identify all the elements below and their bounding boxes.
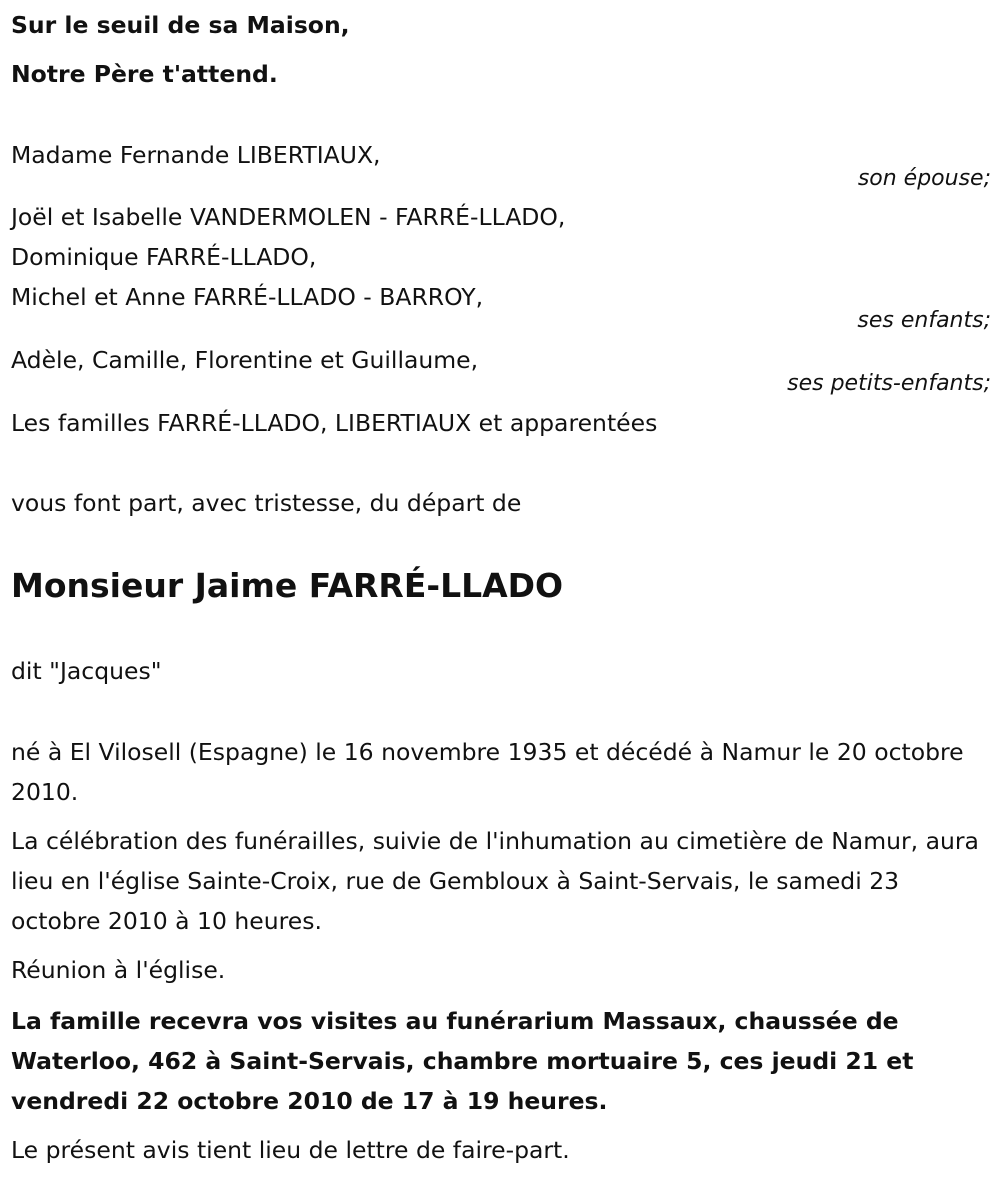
child-1: Joël et Isabelle VANDERMOLEN - FARRÉ-LLADO, bbox=[11, 203, 566, 231]
epigraph-line-1: Sur le seuil de sa Maison, bbox=[11, 11, 350, 39]
grandchildren-names: Adèle, Camille, Florentine et Guillaume, bbox=[11, 346, 479, 374]
children-role: ses enfants; bbox=[857, 308, 991, 333]
spouse-role: son épouse; bbox=[857, 166, 991, 191]
announcement-text: vous font part, avec tristesse, du départ de bbox=[11, 489, 522, 517]
child-3: Michel et Anne FARRÉ-LLADO - BARROY, bbox=[11, 283, 484, 311]
closing-note: Le présent avis tient lieu de lettre de faire-part. bbox=[11, 1136, 570, 1164]
birth-death-dates: né à El Vilosell (Espagne) le 16 novembre 1935 et décédé à Namur le 20 octobre 2010. bbox=[11, 738, 964, 806]
visitation-details: La famille recevra vos visites au funérarium Massaux, chaussée de Waterloo, 462 à Saint-Servais, chambre mortuaire 5, ces jeudi 21 et vendredi 22 octobre 2010 de 17 à 19 heures. bbox=[11, 1007, 914, 1115]
deceased-name: Monsieur Jaime FARRÉ-LLADO bbox=[11, 566, 564, 605]
grandchildren-role: ses petits-enfants; bbox=[787, 371, 991, 396]
reunion-note: Réunion à l'église. bbox=[11, 956, 226, 984]
spouse-name: Madame Fernande LIBERTIAUX, bbox=[11, 141, 381, 169]
child-2: Dominique FARRÉ-LLADO, bbox=[11, 243, 317, 271]
extended-families: Les familles FARRÉ-LLADO, LIBERTIAUX et apparentées bbox=[11, 409, 658, 437]
funeral-details: La célébration des funérailles, suivie de l'inhumation au cimetière de Namur, aura lieu en l'église Sainte-Croix, rue de Gembloux à Saint-Servais, le samedi 23 octobre 2010 à 10 heures. bbox=[11, 827, 979, 935]
deceased-nickname: dit "Jacques" bbox=[11, 657, 162, 685]
epigraph-line-2: Notre Père t'attend. bbox=[11, 60, 278, 88]
